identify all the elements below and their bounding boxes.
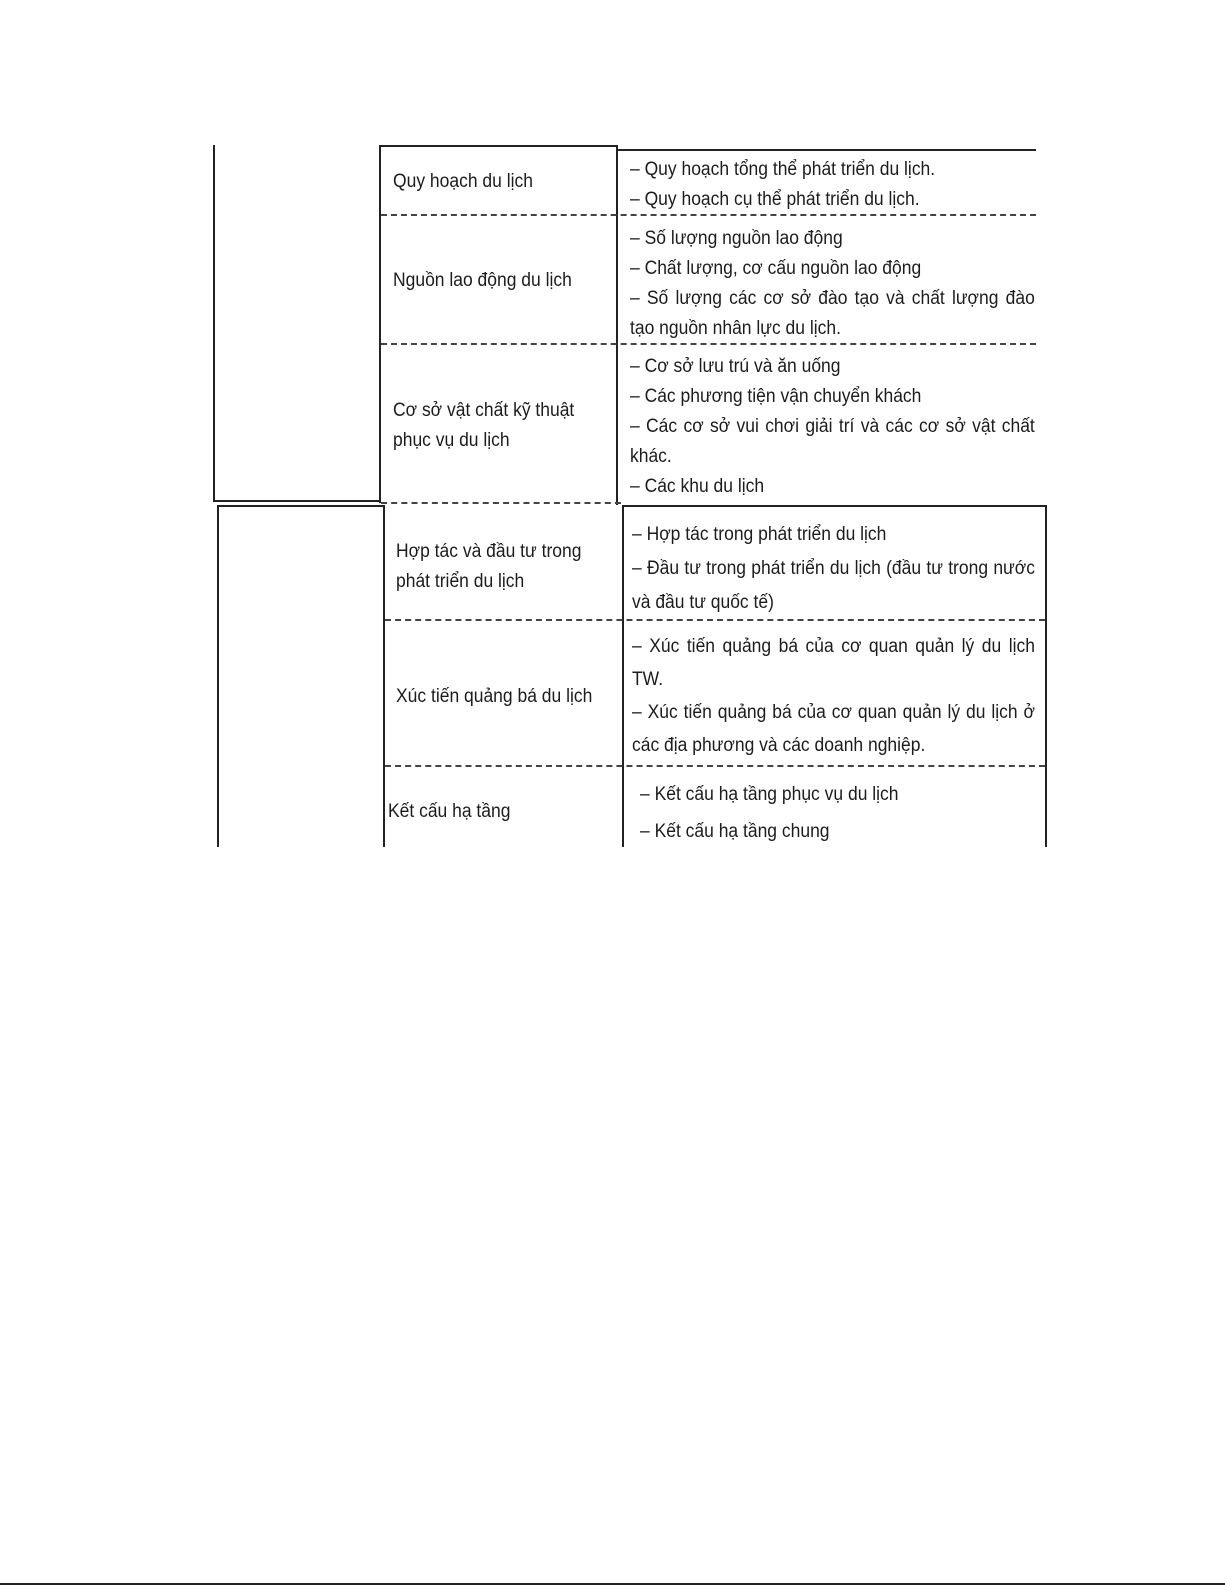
column-divider [622, 505, 624, 847]
list-item: – Xúc tiến quảng bá của cơ quan quản lý du lịch ở các địa phương và các doanh nghiệp. [632, 702, 1035, 756]
label-line: Hợp tác và đầu tư trong [396, 541, 582, 562]
row-label: Kết cấu hạ tầng [388, 801, 511, 822]
row-items [632, 630, 1035, 762]
list-item: – Số lượng các cơ sở đào tạo và chất lượng đào tạo nguồn nhân lực du lịch. [630, 288, 1035, 339]
row-separator [381, 502, 621, 504]
table-column-bottom-border [213, 500, 380, 502]
row-items [630, 224, 1035, 344]
list-item: – Kết cấu hạ tầng phục vụ du lịch [640, 784, 899, 805]
list-item: – Chất lượng, cơ cấu nguồn lao động [630, 258, 922, 279]
table-top-border [379, 145, 618, 147]
row-items [630, 352, 1035, 502]
column-divider [383, 505, 385, 847]
label-line: phát triển du lịch [396, 571, 525, 592]
label-line: phục vụ du lịch [393, 430, 510, 451]
list-item: – Các khu du lịch [630, 476, 765, 497]
row-items [632, 518, 1035, 620]
list-item: – Các phương tiện vận chuyển khách [630, 386, 922, 407]
table-top-border [622, 505, 1046, 507]
table-left-border [213, 145, 215, 501]
row-label [393, 396, 574, 456]
list-item: – Quy hoạch tổng thể phát triển du lịch. [630, 159, 936, 180]
row-items [630, 155, 1035, 215]
table-top-border [616, 149, 1036, 151]
row-separator [385, 765, 1045, 767]
table-top-border [217, 505, 383, 507]
row-label [396, 537, 581, 597]
list-item: – Cơ sở lưu trú và ăn uống [630, 356, 841, 377]
list-item: – Các cơ sở vui chơi giải trí và các cơ sở vật chất khác. [630, 416, 1035, 467]
list-item: – Xúc tiến quảng bá của cơ quan quản lý du lịch TW. [632, 636, 1035, 690]
row-label: Quy hoạch du lịch [393, 171, 533, 192]
list-item: – Số lượng nguồn lao động [630, 228, 843, 249]
list-item: – Quy hoạch cụ thể phát triển du lịch. [630, 189, 920, 210]
row-label: Nguồn lao động du lịch [393, 270, 572, 291]
column-divider [616, 145, 618, 505]
list-item: – Hợp tác trong phát triển du lịch [632, 524, 887, 545]
list-item: – Kết cấu hạ tầng chung [640, 821, 830, 842]
list-item: – Đầu tư trong phát triển du lịch (đầu tư trong nước và đầu tư quốc tế) [632, 558, 1035, 613]
table-left-border [217, 505, 219, 847]
row-items [640, 776, 1036, 850]
column-divider [379, 145, 381, 503]
row-label: Xúc tiến quảng bá du lịch [396, 686, 593, 707]
label-line: Cơ sở vật chất kỹ thuật [393, 400, 575, 421]
table-right-border [1045, 505, 1047, 847]
